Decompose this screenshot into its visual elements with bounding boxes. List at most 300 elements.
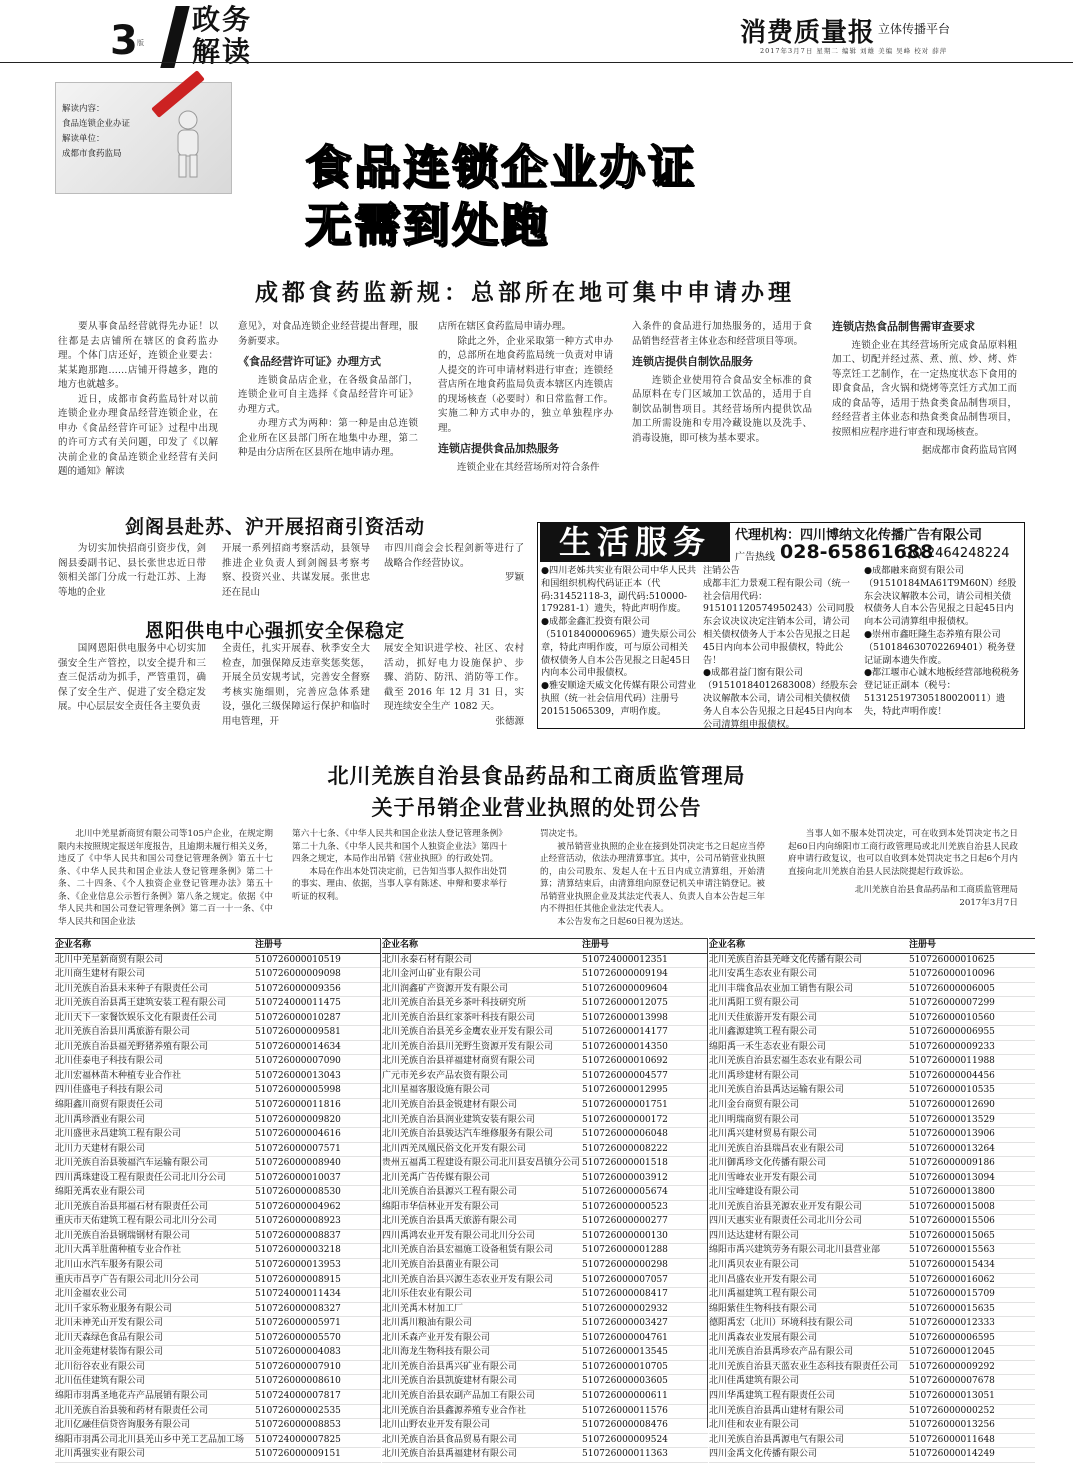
registration-number: 510726000012045 [909,1347,995,1358]
company-name: 北川润鑫矿产资源开发有限公司 [382,983,509,994]
registration-number: 510726000013264 [909,1143,995,1154]
registration-number: 510726000009151 [255,1449,341,1460]
table-row [382,1186,708,1201]
company-name: 北川商生建材有限公司 [55,969,146,980]
registration-number: 510726000009194 [582,969,668,980]
article1-col2 [238,320,418,461]
company-name: 北川羌族自治县源兴工程有限公司 [382,1187,518,1198]
article1-col3-text: 店所在辖区食药监局申请办理。 除此之外，企业采取第一种方式申办的，总部所在地食药监局统一负责对申请人提交的许可申请材料进行审查；连锁经营店所在地食药监局负责本辖区内连锁店的现场核查（必要时）和日常监督工作。实施二种方式申办的，独立单独程序办理。 [438,321,613,434]
registration-number: 510724000011434 [255,1289,341,1300]
dateline: 2017年3月7日 星期二 编辑 刘雄 美编 吴峰 校对 薛萍 [760,47,948,55]
registration-number: 510726000005971 [255,1318,341,1329]
table-row [382,1448,708,1463]
registration-number: 510726000012995 [582,1085,668,1096]
company-name: 北川羌族自治县福羌野猪养殖有限公司 [55,1041,209,1052]
registration-number: 510726000004616 [255,1129,341,1140]
company-name: 北川羌禹木材加工厂 [382,1303,464,1314]
table-row [709,954,1035,969]
table-row [382,1244,708,1259]
headline-line2: 无需到处跑 [305,198,550,252]
company-name: 北川山水汽车服务有限公司 [55,1260,164,1271]
table-row [382,1375,708,1390]
table-row [709,1448,1035,1463]
registration-number: 510726000013906 [909,1129,995,1140]
registration-number: 510726000010692 [582,1056,668,1067]
table-row [382,997,708,1012]
table-row [382,1041,708,1056]
company-name: 北川佳禹建筑有限公司 [709,1376,800,1387]
table-row [55,954,381,969]
table-row [382,1055,708,1070]
main-subheadline: 成都食药监新规：总部所在地可集中申请办理 [255,279,795,306]
table-row [709,1099,1035,1114]
story-enyang-col2: 全责任，扎实开展春、秋季安全大检查，加强保障反违章奖惩奖惩，开展全员安规考试，完善安全督察考核实施细则，完善应急体系建设，强化三级保障运行保护和临时用电管理，开 [222,643,370,727]
company-name: 北川羌族自治县骏福汽车运输有限公司 [55,1158,209,1169]
table-row [382,1317,708,1332]
page-number: 3 [110,18,138,64]
company-name: 北川安禹生态农业有限公司 [709,969,818,980]
card-line: 解读单位： [62,134,105,144]
article1-col4-body: 连锁企业使用符合食品安全标准的食品原料在专门区域加工饮品的，适用于自制饮品制售项目。其经营场所内提供饮品加工所需设施和专用冷藏设施以及洗手、消毒设施，即可核为基本要求。 [632,374,812,444]
classifieds-col2: 注销公告 成都丰汇力景观工程有限公司（统一社会信用代码：915101120574950243）公司同股东会议决议决定注销本公司，请公司相关债权债务人于本公告见报之日起45日内向本公司申报债权，特此公告！ ●成都君益门窗有限公司（91510184012683008）经股东会决议解散本公司，请公司相关债权债务人自本公告见报之日起45日内向本公司清算组申报债权。 [703,565,858,730]
table-row [709,1143,1035,1158]
company-name: 绵阳市禹兴建筑劳务有限公司北川县营业部 [709,1245,881,1256]
registration-number: 510726000008853 [255,1420,341,1431]
registration-number: 510726000014634 [255,1041,341,1052]
table-row [55,1055,381,1070]
table-row [709,1172,1035,1187]
table-row [55,1259,381,1274]
table-row [709,997,1035,1012]
company-name: 绵阳禹一禾生态农业有限公司 [709,1041,827,1052]
table-header-regno: 注册号 [582,940,610,950]
section-title-line2: 解读 [192,35,253,68]
table-row [709,1026,1035,1041]
story-jiange-col3 [384,542,524,586]
table-row [382,1128,708,1143]
company-name: 四川禹珠建设工程有限责任公司北川分公司 [55,1172,227,1183]
registration-number: 510726000003218 [255,1245,341,1256]
announcement-col2: 第六十七条、《中华人民共和国企业法人登记管理条例》第二十九条、《中华人民共和国个人独资企业法》第四十四条之规定，本局作出吊销《营业执照》的行政处罚。 本局在作出本处罚决定前，已告知当事人拟作出处罚的事实、理由、依据，当事人享有陈述、申辩和要求举行听证的权利。 [292,829,507,902]
registration-number: 510726000006048 [582,1129,668,1140]
table-row [382,983,708,998]
table-row [55,1114,381,1129]
article1-col3 [438,320,613,475]
table-row [55,1070,381,1085]
company-name: 北川羌族自治县未来种子有限责任公司 [55,983,209,994]
company-name: 北川羌族自治县金锐建材有限公司 [382,1100,518,1111]
classifieds-col1: ●四川老姊共实业有限公司中华人民共和国组织机构代码证正本（代码:31452118-3，副代码:510000-179281-1）遗失，特此声明作废。 ●成都金鑫汇投资有限公司（51018400006965）遗失原公司公章，特此声明作废，可与原公司相关债权债务人自本公告见报之日起45日内向本公司申报债权。 ●雅安顺途天威文化传媒有限公司营业执照（统一社会信用代码）注册号201515065309，声明作废。 [541,565,697,717]
table-row [55,1317,381,1332]
table-row [55,1390,381,1405]
company-name: 北川羌族自治县鑫源养殖专业合作社 [382,1405,527,1416]
registration-number: 510726000015635 [909,1303,995,1314]
announcement-col4-text: 当事人如不服本处罚决定，可在收到本处罚决定书之日起60日内向绵阳市工商行政管理局或北川羌族自治县人民政府申请行政复议，也可以自收到本处罚决定书之日起6个月内直接向北川羌族自治县人民法院提起行政诉讼。 [788,829,1018,877]
table-row [709,1346,1035,1361]
company-name: 北川永泰石材有限公司 [382,954,473,965]
registration-number: 510726000001518 [582,1158,668,1169]
company-name: 北川羌族自治县羌乡茶叶科技研究所 [382,998,527,1009]
registration-number: 510726000008915 [255,1274,341,1285]
registration-number: 510726000004083 [255,1347,341,1358]
table-row [709,1375,1035,1390]
registration-number: 510726000001751 [582,1100,668,1111]
table-row [382,1332,708,1347]
company-name: 北川海龙生物科技有限公司 [382,1347,491,1358]
story-jiange-author: 罗颖 [504,572,524,583]
company-name: 北川羌族自治县禹珍农产品有限公司 [709,1347,854,1358]
registration-number: 510726000005570 [255,1332,341,1343]
table-row [55,1405,381,1420]
company-name: 四川佳盛电子科技有限公司 [55,1085,164,1096]
company-name: 北川羌族自治县羌峰文化传播有限公司 [709,954,863,965]
company-name: 北川羌族自治县禹天旅游有限公司 [382,1216,518,1227]
company-name: 北川羌族自治县天蓝农业生态科技有限责任公司 [709,1361,899,1372]
table-row [382,1143,708,1158]
company-name: 北川禾森产业开发有限公司 [382,1332,491,1343]
table-header-row [55,938,381,954]
company-name: 北川羌族自治县禹兴矿业有限公司 [382,1361,518,1372]
story-enyang-col3-text: 展安全知识进学校、社区、农村活动，抓好电力设施保护、步骤、消防、防汛、消防等工作。截至 2016 年 12 月 31 日，实现连续安全生产 1082 天。 [384,643,524,712]
company-name: 北川金福农业公司 [55,1289,128,1300]
table-row [382,1114,708,1129]
registration-number: 510726000007571 [255,1143,341,1154]
company-name: 北川亿融佳信贷咨询服务有限公司 [55,1420,191,1431]
card-line: 食品连锁企业办证 [62,119,131,129]
company-name: 北川禹川粮油有限公司 [382,1318,473,1329]
table-row [709,1361,1035,1376]
company-name: 北川鑫源建筑工程有限公司 [709,1027,818,1038]
company-name: 北川羌族自治县食品贸易有限公司 [382,1434,518,1445]
company-name: 北川羌族自治县润业建筑安装有限公司 [382,1114,536,1125]
table-row [55,1099,381,1114]
newspaper-brand-subtitle: 立体传播平台 [878,22,951,36]
table-column-group-3 [709,938,1035,1463]
table-row [382,1288,708,1303]
table-row [709,1259,1035,1274]
table-row [709,1201,1035,1216]
table-row [55,1288,381,1303]
registration-number: 510726000009098 [255,969,341,980]
registration-number: 510726000012075 [582,998,668,1009]
table-row [55,1419,381,1434]
registration-number: 510726000011816 [255,1100,341,1111]
registration-number: 510726000014249 [909,1449,995,1460]
registration-number: 510726000007299 [909,998,995,1009]
company-name: 贵州五福禹工程建设有限公司北川县安昌镇分公司 [382,1158,581,1169]
table-divider [380,938,381,1428]
registration-number: 510726000002535 [255,1405,341,1416]
registration-number: 510726000004456 [909,1070,995,1081]
registration-number: 510726000003605 [582,1376,668,1387]
table-row [709,1041,1035,1056]
company-name: 四川华禹建筑工程有限责任公司 [709,1390,836,1401]
company-name: 四川禹鸿农业开发有限公司北川分公司 [382,1230,536,1241]
registration-number: 510726000013800 [909,1187,995,1198]
article1-col3-body: 连锁企业在其经营场所对符合条件 [438,461,600,473]
table-column-group-2 [382,938,708,1463]
table-row [709,1012,1035,1027]
company-name: 北川山野农业开发有限公司 [382,1420,491,1431]
company-name: 北川天森绿色食品有限公司 [55,1332,164,1343]
registration-number: 510726000010037 [255,1172,341,1183]
company-name: 北川金河山矿业有限公司 [382,969,482,980]
registration-number: 510726000010625 [909,954,995,965]
table-row [382,1303,708,1318]
company-name: 北川羌族自治县骏和药材有限责任公司 [55,1405,209,1416]
story-enyang-col3 [384,642,524,729]
registration-number: 510726000000277 [582,1216,668,1227]
classifieds-qq: QQ:2464248224 [902,546,1010,561]
company-name: 北川天佳旅游开发有限公司 [709,1012,818,1023]
company-name: 北川禹贝农业有限公司 [709,1260,800,1271]
announcement-col3: 罚决定书。 被吊销营业执照的企业在接到处罚决定书之日起应当停止经营活动，依法办理清算事宜。其中，公司吊销营业执照的，由公司股东、发起人在十五日内成立清算组，开始清算；清算结束后，由清算组向原登记机关申请注销登记。被吊销营业执照企业及其法定代表人、负责人自本公告起三年内不得担任其他企业法定代表人。 本公告发布之日起60日视为送达。 [540,829,765,927]
registration-number: 510726000013998 [582,1012,668,1023]
table-row [55,1448,381,1463]
registration-number: 510726000002932 [582,1303,668,1314]
registration-number: 510726000009292 [909,1361,995,1372]
company-name: 北川羌族自治县祥福建材商贸有限公司 [382,1056,536,1067]
company-name: 北川羌族自治县禹福建材有限公司 [382,1449,518,1460]
table-row [55,983,381,998]
registration-number: 510726000005674 [582,1187,668,1198]
table-row [55,1361,381,1376]
table-row [55,1274,381,1289]
company-name: 北川羌族自治县骏达汽车维修服务有限公司 [382,1129,554,1140]
registration-number: 510726000010287 [255,1012,341,1023]
section-title [192,4,252,68]
table-row [382,1259,708,1274]
table-column-group-1 [55,938,381,1463]
announcement-col4 [788,828,1018,909]
table-row [55,1244,381,1259]
company-name: 北川西羌凤凰民俗文化开发有限公司 [382,1143,527,1154]
table-row [55,1346,381,1361]
company-name: 北川羌族自治县禹山建材有限公司 [709,1405,845,1416]
company-name: 北川羌族自治县羌乡金鹰农业开发有限公司 [382,1027,554,1038]
table-row [709,1405,1035,1420]
card-line: 成都市食药监局 [62,149,122,159]
registration-number: 510726000008940 [255,1158,341,1169]
company-name: 重庆市昌亨广告有限公司北川分公司 [55,1274,200,1285]
company-name: 北川羌禹广告传媒有限公司 [382,1172,491,1183]
company-name: 北川羌族自治县宏福生态农业有限公司 [709,1056,863,1067]
table-row [55,1157,381,1172]
table-row [709,1186,1035,1201]
article1-col1: 要从事食品经营就得先办证！以往都是去店铺所在辖区的食药监办理。个体门店还好，连锁企业要去：某某跑那跑……店铺开得越多，跑的地方也就越多。 近日，成都市食药监局针对以前连锁企业办理食品经营连锁企业，在申办《食品经营许可证》过程中出现的许可方式有关问题，印发了《以解决前企业的食品连锁企业经营有关问题的通知》解读 [58,321,218,477]
table-row [55,1026,381,1041]
company-name: 北川昌盛农业开发有限公司 [709,1274,818,1285]
table-row [709,1084,1035,1099]
company-name: 绵阳市羽禹公司北川县羌山乡中羌工艺品加工场 [55,1434,245,1445]
table-row [382,1012,708,1027]
company-name: 北川羌族自治县兴源生态农业开发有限公司 [382,1274,554,1285]
registration-number: 510726000011648 [909,1434,995,1445]
article1-subheading: 连锁店提供食品加热服务 [438,442,559,455]
table-row [55,1332,381,1347]
registration-number: 510726000009356 [255,983,341,994]
article1-subheading: 连锁店热食品制售需审查要求 [832,320,975,333]
table-row [382,1419,708,1434]
registration-number: 510726000009820 [255,1114,341,1125]
table-row [382,1346,708,1361]
registration-number: 510726000013043 [255,1070,341,1081]
company-name: 四川达达建材有限公司 [709,1230,800,1241]
registration-number: 510726000012333 [909,1318,995,1329]
article1-col2-text: 意见》，对食品连锁企业经营提出督理，服务新要求。 [238,321,418,347]
registration-number: 510726000000252 [909,1405,995,1416]
company-name: 绵阳鑫川商贸有限责任公司 [55,1100,164,1111]
table-row [709,1157,1035,1172]
registration-number: 510726000004962 [255,1201,341,1212]
revoked-companies-table [55,938,1035,1460]
classifieds-phone-label: 广告热线 [735,552,775,563]
company-name: 北川大禹羊肚菌种植专业合作社 [55,1245,182,1256]
table-header-regno: 注册号 [909,940,937,950]
article1-subheading: 连锁店提供自制饮品服务 [632,355,753,368]
company-name: 北川宏福林苗木种植专业合作社 [55,1070,182,1081]
announcement-col1: 北川中羌星新商贸有限公司等105户企业，在规定期限内未按照规定报送年度报告，且逾期未履行相关义务，违反了《中华人民共和国公司登记管理条例》第五十七条、《中华人民共和国企业法人登记管理条例》第二十条、二十四条、《个人独资企业登记管理办法》第五十条、《企业信息公示暂行条例》第八条之规定。依据《中华人民共和国公司登记管理条例》第二百一十一条、《中华人民共和国企业法 [58,829,273,927]
story-enyang-title: 恩阳供电中心强抓安全保稳定 [145,620,406,642]
classifieds-phone: 028-65861688 [780,541,934,563]
main-headline [305,138,697,254]
table-row [382,1390,708,1405]
registration-number: 510724000007825 [255,1434,341,1445]
registration-number: 510724000007817 [255,1390,341,1401]
registration-number: 510726000015563 [909,1245,995,1256]
story-jiange-col3-text: 市四川商会会长程剑新等进行了战略合作经营协议。 [384,543,524,569]
section-divider-slash [160,6,189,68]
company-name: 北川羌族自治县钢瑞钢材有限公司 [55,1230,191,1241]
table-row [709,1215,1035,1230]
company-name: 北川衍谷农业有限公司 [55,1361,146,1372]
announcement-date: 2017年3月7日 [959,897,1018,908]
company-name: 北川羌族自治县宏福施工设备租赁有限公司 [382,1245,554,1256]
table-row [382,1361,708,1376]
company-name: 北川丰瑞食品农业加工销售有限公司 [709,983,854,994]
header-rule [0,62,1073,63]
registration-number: 510726000008417 [582,1289,668,1300]
table-row [382,954,708,969]
registration-number: 510726000004761 [582,1332,668,1343]
registration-number: 510726000009604 [582,983,668,994]
article1-col5 [832,320,1017,459]
headline-line1: 食品连锁企业办证 [305,140,697,194]
story-jiange-col2: 开展一系列招商考察活动，县领导推进企业负责人到剑阁县考察考察、投资兴业、共谋发展。张世忠还在昆山 [222,543,370,598]
announcement-title [0,760,1073,824]
article1-col4-text: 入条件的食品进行加热服务的，适用于食品销售经营者主体业态和经营项目等项。 [632,321,812,347]
announcement-title-line1: 北川羌族自治县食品药品和工商质监管理局 [327,763,746,788]
table-row [55,1143,381,1158]
table-row [382,1172,708,1187]
story-enyang-author: 张德源 [495,715,524,727]
company-name: 北川禹阳工贸有限公司 [709,998,800,1009]
registration-number: 510726000015008 [909,1201,995,1212]
article1-source: 据成都市食药监局官网 [921,445,1017,456]
registration-number: 510726000011988 [909,1056,995,1067]
table-row [382,1201,708,1216]
company-name: 绵阳紫佳生物科技有限公司 [709,1303,818,1314]
company-name: 北川羌族自治县禹王建筑安装工程有限公司 [55,998,227,1009]
company-name: 四川天惠实业有限责任公司北川分公司 [709,1216,863,1227]
registration-number: 510726000013529 [909,1114,995,1125]
table-row [55,1375,381,1390]
registration-number: 510726000000298 [582,1260,668,1271]
table-row [382,1084,708,1099]
table-header-row [709,938,1035,954]
table-header-name: 企业名称 [382,940,419,950]
article1-col2-body: 连锁食品店企业，在各级食品部门，连锁企业可自主选择《食品经营许可证》办理方式。 办理方式为两种：第一种是由总连锁企业所在区县部门所在地集中办理，第二种是由分店所在区县所在地申请办理。 [238,374,418,458]
company-name: 绵阳市羽禹圣地花卉产品展销有限公司 [55,1390,209,1401]
registration-number: 510726000008476 [582,1420,668,1431]
registration-number: 510726000007057 [582,1274,668,1285]
table-row [382,1070,708,1085]
table-row [709,1128,1035,1143]
registration-number: 510726000013051 [909,1390,995,1401]
table-row [709,968,1035,983]
announcement-title-line2: 关于吊销企业营业执照的处罚公告 [371,795,702,820]
registration-number: 510726000011363 [582,1449,668,1460]
table-row [709,1070,1035,1085]
table-row [709,1303,1035,1318]
company-name: 北川羌族自治县川羌野生资源开发有限公司 [382,1041,554,1052]
company-name: 北川未神羌山开发有限公司 [55,1318,164,1329]
registration-number: 510726000008610 [255,1376,341,1387]
classifieds-col3: ●成都融来商贸有限公司（91510184MA61T9M60N）经股东会决议解散本公司，请公司相关债权债务人自本公告见报之日起45日内向本公司清算组申报债权。 ●崇州市鑫旺隆生态养殖有限公司（510184630702269401）税务登记证副本遗失作废。 ●都江堰市心诚木地板经营部地税税务登记证正副本（税号：513125197305180020011）遗失，特此声明作废！ [864,565,1020,717]
table-header-name: 企业名称 [709,940,746,950]
registration-number: 510726000007910 [255,1361,341,1372]
company-name: 北川羌族自治县禹源电气有限公司 [709,1434,845,1445]
table-header-row [382,938,708,954]
company-name: 北川羌族自治县川禹旅游有限公司 [55,1027,191,1038]
registration-number: 510726000009233 [909,1041,995,1052]
company-name: 绵阳市华信林业开发有限公司 [382,1201,500,1212]
registration-number: 510726000015709 [909,1289,995,1300]
registration-number: 510726000007090 [255,1056,341,1067]
table-row [55,1041,381,1056]
company-name: 北川禹兴建材贸易有限公司 [709,1129,818,1140]
company-name: 北川羌族自治县农副产品加工有限公司 [382,1390,536,1401]
card-line: 解读内容： [62,104,105,114]
registration-number: 510726000004577 [582,1070,668,1081]
registration-number: 510726000012690 [909,1100,995,1111]
table-row [709,1419,1035,1434]
registration-number: 510726000001288 [582,1245,668,1256]
registration-number: 510726000010560 [909,1012,995,1023]
table-row [55,1012,381,1027]
table-row [709,1288,1035,1303]
registration-number: 510726000015065 [909,1230,995,1241]
company-name: 北川明瑞商贸有限公司 [709,1114,800,1125]
table-row [709,1055,1035,1070]
company-name: 北川宝峰建设有限公司 [709,1187,800,1198]
company-name: 北川羌族自治县菌业有限公司 [382,1260,500,1271]
registration-number: 510726000015434 [909,1260,995,1271]
registration-number: 510726000013545 [582,1347,668,1358]
registration-number: 510724000011475 [255,998,341,1009]
company-name: 北川羌族自治县凯旋建材有限公司 [382,1376,518,1387]
company-name: 重庆市天佑建筑工程有限公司北川分公司 [55,1216,218,1227]
table-divider [707,938,708,1428]
registration-number: 510726000008837 [255,1230,341,1241]
table-row [382,1230,708,1245]
registration-number: 510724000012351 [582,954,668,965]
registration-number: 510726000003912 [582,1172,668,1183]
registration-number: 510726000008327 [255,1303,341,1314]
table-row [709,1434,1035,1449]
registration-number: 510726000008923 [255,1216,341,1227]
company-name: 北川羌族自治县羌源农业开发有限公司 [709,1201,863,1212]
